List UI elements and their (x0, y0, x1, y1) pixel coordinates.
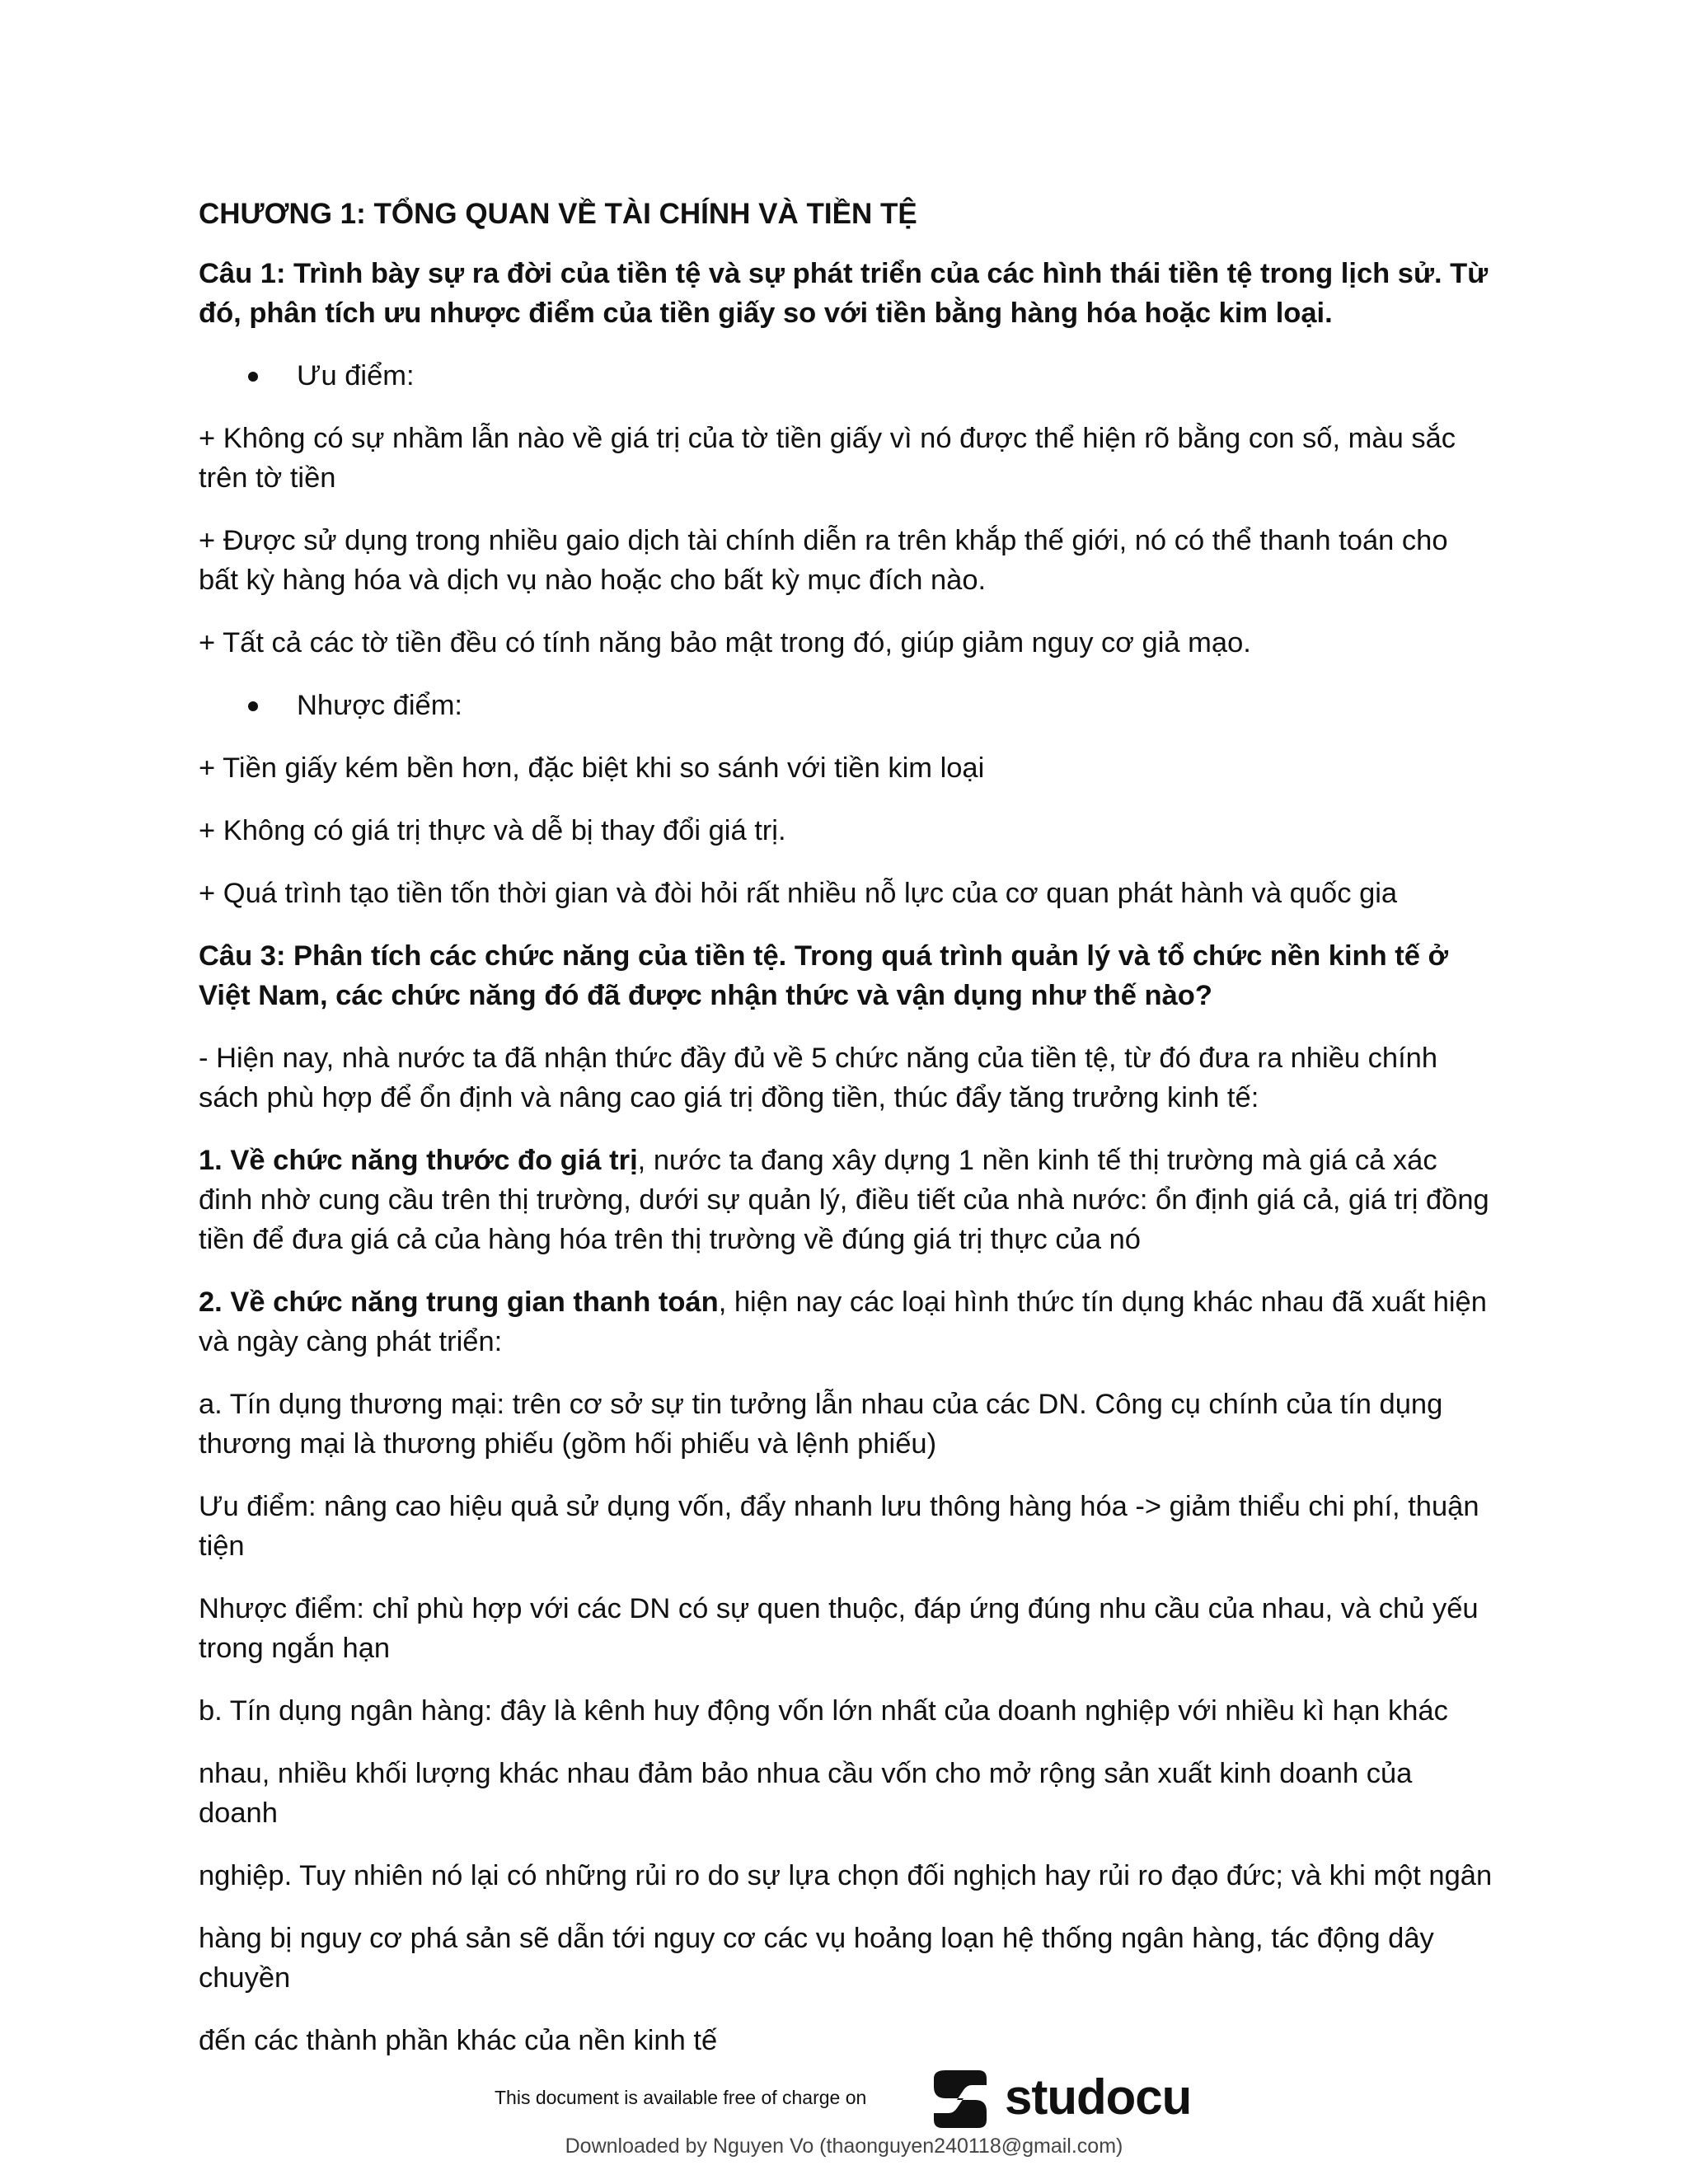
bank-credit-line: hàng bị nguy cơ phá sản sẽ dẫn tới nguy cơ các vụ hoảng loạn hệ thống ngân hàng, tác động dây chuyền (199, 1923, 1434, 1994)
advantages-bullet (199, 356, 1494, 396)
bank-credit-line: b. Tín dụng ngân hàng: đây là kênh huy động vốn lớn nhất của doanh nghiệp với nhiều kì hạn khác (199, 1695, 1448, 1727)
disadvantage-item: + Tiền giấy kém bền hơn, đặc biệt khi so sánh với tiền kim loại (199, 752, 985, 784)
bullet-dot-icon (248, 372, 258, 382)
disadvantage-item: + Không có giá trị thực và dễ bị thay đổi giá trị. (199, 815, 786, 846)
function-1-title: 1. Về chức năng thước đo giá trị (199, 1145, 638, 1176)
chapter-title: CHƯƠNG 1: TỔNG QUAN VỀ TÀI CHÍNH VÀ TIỀN TỆ (199, 198, 917, 230)
bank-credit-line: nghiệp. Tuy nhiên nó lại có những rủi ro do sự lựa chọn đối nghịch hay rủi ro đạo đức; và khi một ngân (199, 1860, 1493, 1891)
function-2-title: 2. Về chức năng trung gian thanh toán (199, 1286, 719, 1318)
bank-credit-line: đến các thành phần khác của nền kinh tế (199, 2025, 718, 2056)
commercial-credit-disadvantages: Nhược điểm: chỉ phù hợp với các DN có sự quen thuộc, đáp ứng đúng nhu cầu của nhau, và chủ yếu trong ngắn hạn (199, 1593, 1479, 1664)
downloaded-by: Downloaded by Nguyen Vo (thaonguyen240118@gmail.com) (565, 2135, 1123, 2158)
function-2-paragraph (199, 1282, 1494, 1361)
commercial-credit-advantages: Ưu điểm: nâng cao hiệu quả sử dụng vốn, đẩy nhanh lưu thông hàng hóa -> giảm thiểu chi phí, thuận tiện (199, 1491, 1479, 1562)
function-1-paragraph (199, 1141, 1494, 1259)
availability-notice: This document is available free of charge on (495, 2087, 867, 2108)
commercial-credit: a. Tín dụng thương mại: trên cơ sở sự tin tưởng lẫn nhau của các DN. Công cụ chính của tín dụng thương mại là thương phiếu (gồm hối phiếu và lệnh phiếu) (199, 1389, 1443, 1460)
advantage-item: + Được sử dụng trong nhiều gaio dịch tài chính diễn ra trên khắp thế giới, nó có thể thanh toán cho bất kỳ hàng hóa và dịch vụ nào hoặc cho bất kỳ mục đích nào. (199, 525, 1448, 596)
disadvantages-label: Nhược điểm: (297, 690, 463, 721)
studocu-wordmark: studocu (1005, 2069, 1192, 2125)
bullet-dot-icon (248, 701, 258, 711)
advantages-label: Ưu điểm: (297, 360, 415, 391)
disadvantage-item: + Quá trình tạo tiền tốn thời gian và đòi hỏi rất nhiều nỗ lực của cơ quan phát hành và quốc gia (199, 878, 1398, 909)
function-2-text: , hiện nay các loại hình thức tín dụng khác nhau đã xuất hiện và ngày càng phát triển: (199, 1286, 1487, 1357)
function-1-text: , nước ta đang xây dựng 1 nền kinh tế thị trường mà giá cả xác đinh nhờ cung cầu trên thị trường, dưới sự quản lý, điều tiết của nhà nước: ổn định giá cả, giá trị đồng tiền để đưa giá cả của hàng hóa trên thị trường về đúng giá trị thực của nó (199, 1145, 1489, 1255)
bank-credit-line: nhau, nhiều khối lượng khác nhau đảm bảo nhua cầu vốn cho mở rộng sản xuất kinh doanh của doanh (199, 1758, 1413, 1829)
advantage-item: + Không có sự nhầm lẫn nào về giá trị của tờ tiền giấy vì nó được thể hiện rõ bằng con số, màu sắc trên tờ tiền (199, 423, 1456, 494)
studocu-logo-icon (927, 2067, 993, 2131)
question-1: Câu 1: Trình bày sự ra đời của tiền tệ và sự phát triển của các hình thái tiền tệ trong lịch sử. Từ đó, phân tích ưu nhược điểm của tiền giấy so với tiền bằng hàng hóa hoặc kim loại. (199, 258, 1489, 329)
advantage-item: + Tất cả các tờ tiền đều có tính năng bảo mật trong đó, giúp giảm nguy cơ giả mạo. (199, 627, 1251, 658)
q3-intro: - Hiện nay, nhà nước ta đã nhận thức đầy đủ về 5 chức năng của tiền tệ, từ đó đưa ra nhiều chính sách phù hợp để ổn định và nâng cao giá trị đồng tiền, thúc đẩy tăng trưởng kinh tế: (199, 1043, 1438, 1113)
question-3: Câu 3: Phân tích các chức năng của tiền tệ. Trong quá trình quản lý và tổ chức nền kinh tế ở Việt Nam, các chức năng đó đã được nhận thức và vận dụng như thế nào? (199, 940, 1449, 1011)
disadvantages-bullet (199, 686, 1494, 725)
document-body (199, 194, 1494, 2083)
studocu-footer (0, 2065, 1688, 2131)
